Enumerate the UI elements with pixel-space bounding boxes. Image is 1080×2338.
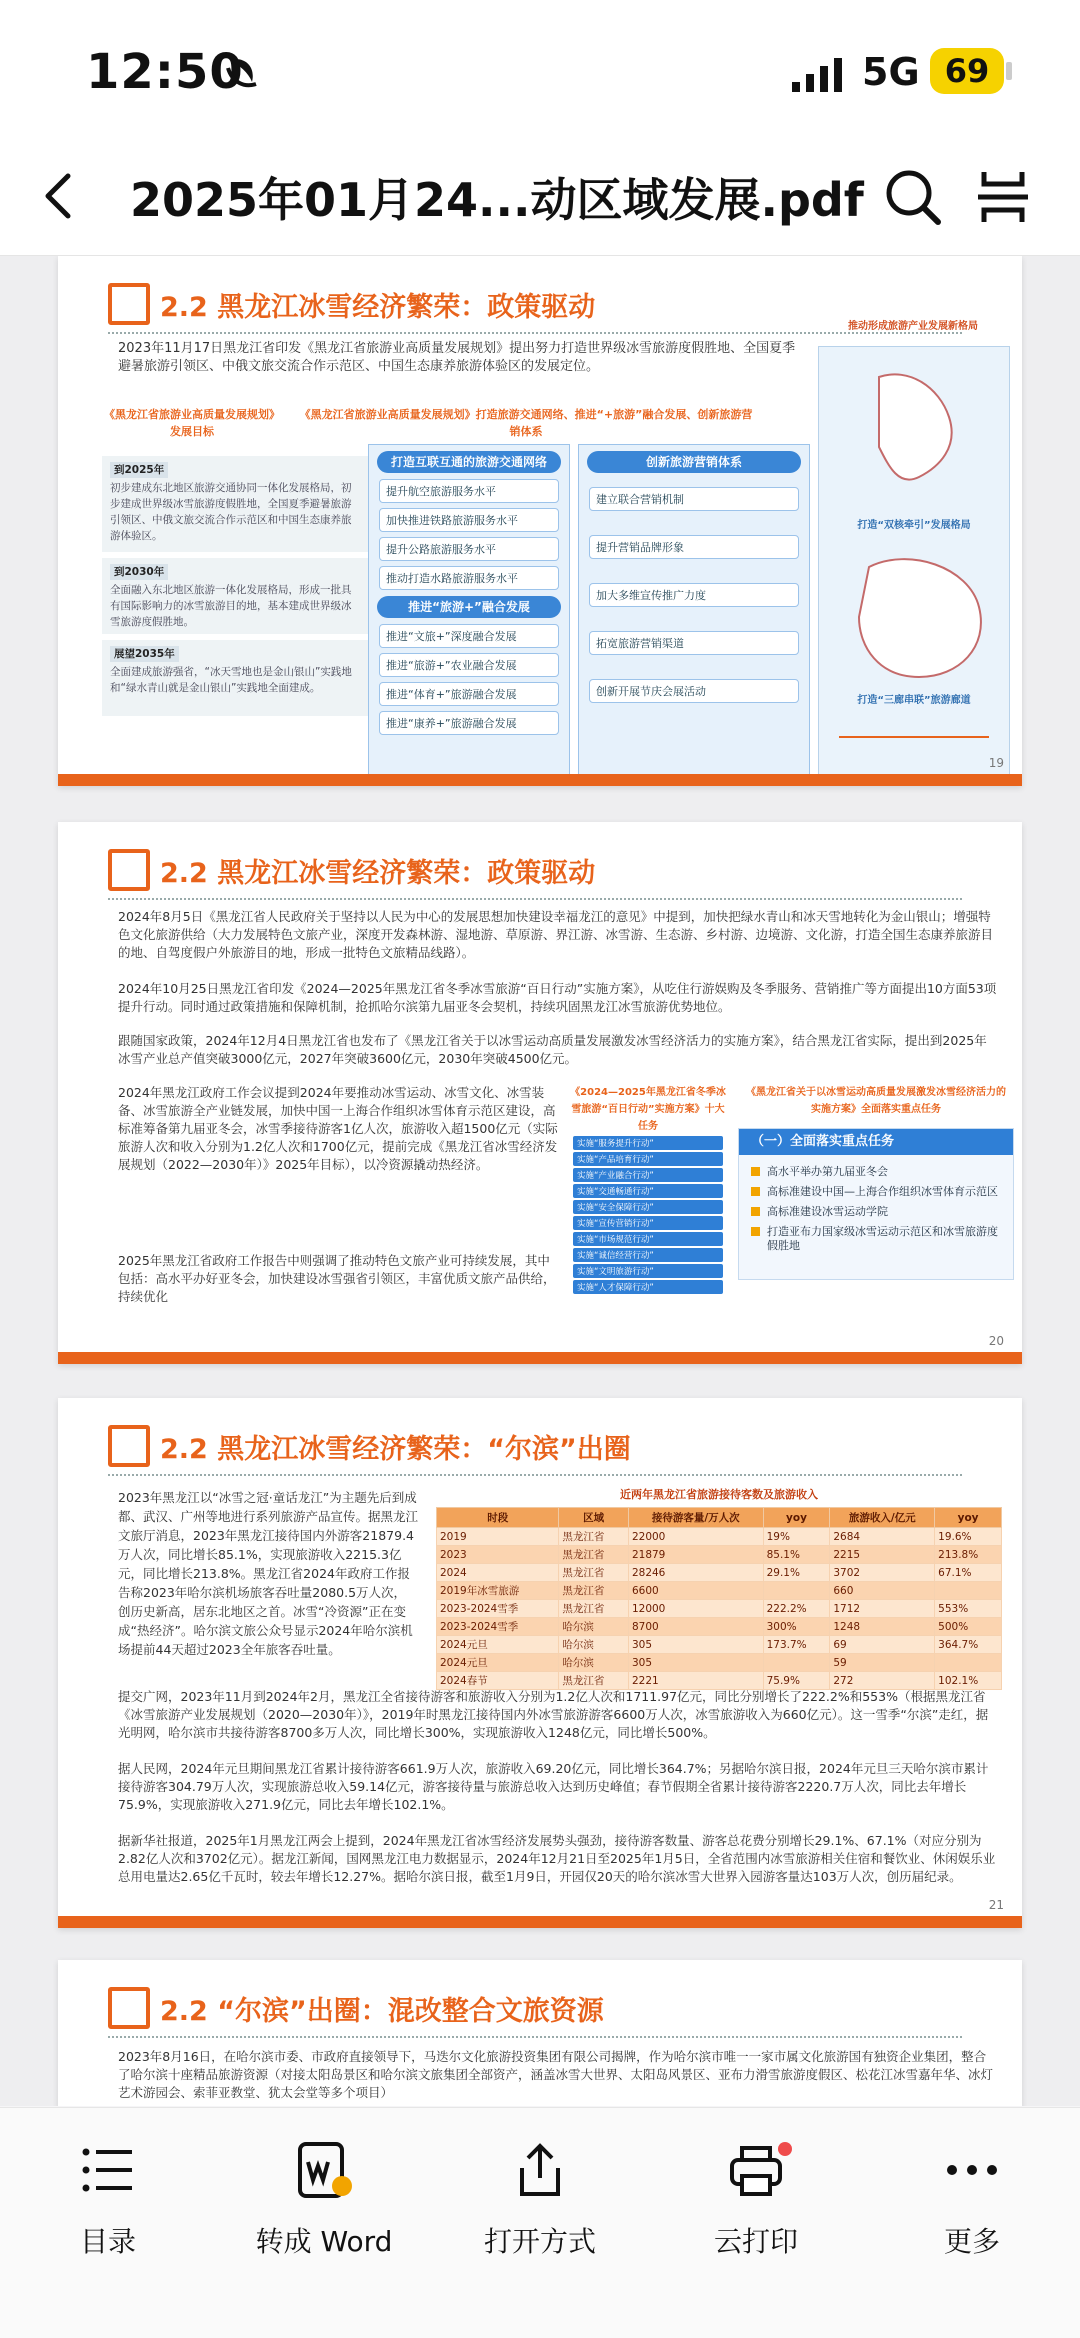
- table-row: 2024元旦 哈尔滨 305 59: [437, 1654, 1002, 1672]
- page-number: 20: [988, 1334, 1004, 1348]
- slide-title: 2.2 黑龙江冰雪经济繁荣：政策驱动: [160, 857, 596, 889]
- table-row: 2023-2024雪季 哈尔滨 8700 300% 1248 500%: [437, 1618, 1002, 1636]
- merger-para-1: 2023年8月16日，在哈尔滨市委、市政府直接领导下，马迭尔文化旅游投资集团有限公司揭牌，作为哈尔滨市唯一一家市属文化旅游国有独资企业集团，整合了哈尔滨十座精品旅游资源（对接太阳岛景区和哈尔滨文旅集团全部资产，涵盖冰雪大世界、太阳岛风景区、亚布力滑雪旅游度假区、松花江冰雪嘉年华、冰灯艺术游园会、索菲亚教堂、犹太会堂等多个项目）: [118, 2049, 994, 2100]
- slide-heading: [108, 1986, 604, 2030]
- divider: [108, 1474, 962, 1476]
- pdf-page-19: [58, 256, 1022, 786]
- back-arrow-icon[interactable]: [30, 166, 90, 226]
- battery-level: 69: [930, 48, 1004, 94]
- document-title: 2025年01月24...动区域发展.pdf: [130, 173, 864, 227]
- map-label-1: 打造“双核牵引”发展格局: [857, 520, 971, 531]
- policy-para-3: 跟随国家政策，2024年12月4日黑龙江省也发布了《黑龙江省关于以冰雪运动高质量发展激发冰雪经济活力的实施方案》，结合黑龙江省实际，提出到2025年冰雪产业总产值突破3000亿元，2027年突破3600亿元，2030年突破4500亿元。: [118, 1033, 987, 1066]
- policy-para-4: 2024年黑龙江政府工作会议提到2024年要推动冰雪运动、冰雪文化、冰雪装备、冰雪旅游全产业链发展，加快中国一上海合作组织冰雪体育示范区建设，高标准筹备第九届亚冬会，冰雪季接待游客1亿人次，旅游收入超1500亿元（实际旅游人次和收入分别为1.2亿人次和1700亿元，提前完成《黑龙江省冰雪经济发展规划（2022—2030年）》2025年目标），以冷资源撬动热经济。: [118, 1085, 558, 1172]
- document-header: [0, 140, 1080, 256]
- table-row: 2024元旦 哈尔滨 305 173.7% 69 364.7%: [437, 1636, 1002, 1654]
- battery-icon: [1006, 62, 1012, 80]
- mid-title: 《2024—2025年黑龙江省冬季冰雪旅游“百日行动”实施方案》十大任务: [570, 1087, 726, 1132]
- status-time: 12:50: [86, 44, 244, 100]
- collapse-icon[interactable]: [970, 164, 1036, 230]
- pencil-icon: [108, 1987, 150, 2029]
- page-number: 19: [988, 756, 1004, 770]
- erbin-para-1: 2023年黑龙江以“冰雪之冠·童话龙江”为主题先后到成都、武汉、广州等地进行系列旅游产品宣传。据黑龙江文旅厅消息，2023年黑龙江接待国内外游客21879.4万人次，同比增长85.1%，实现旅游收入2215.3亿元，同比增长213.8%。黑龙江省2024年政府工作报告称2023年哈尔滨机场旅客吞吐量2080.5万人次，创历史新高，居东北地区之首。冰雪“冷资源”正在变成“热经济”。哈尔滨文旅公众号显示2024年哈尔滨机场提前44天超过2023全年旅客吞吐量。: [118, 1490, 419, 1657]
- more-button[interactable]: 更多: [882, 2138, 1062, 2260]
- col2-title: 《黑龙江省旅游业高质量发展规划》打造旅游交通网络、推进“+旅游”融合发展、创新旅游营销体系: [299, 408, 753, 438]
- slide-heading: [108, 282, 595, 326]
- slide-heading: [108, 848, 595, 892]
- table-row: 2024 黑龙江省 28246 29.1% 3702 67.1%: [437, 1564, 1002, 1582]
- divider: [108, 2036, 962, 2038]
- table-row: 2023-2024雪季 黑龙江省 12000 222.2% 1712 553%: [437, 1600, 1002, 1618]
- slide-footer: [58, 774, 1022, 786]
- slide-title: 2.2 黑龙江冰雪经济繁荣：“尔滨”出圈: [160, 1433, 631, 1465]
- map-label-2: 打造“三廊串联”旅游廊道: [857, 695, 971, 706]
- list-icon: [76, 2138, 140, 2202]
- slide-title: 2.2 黑龙江冰雪经济繁荣：政策驱动: [160, 291, 596, 323]
- ten-tasks-list: 实施“服务提升行动” 实施“产品培育行动” 实施“产业融合行动” 实施“交通畅通行动” 实施“安全保障行动” 实施“宣传营销行动” 实施“市场规范行动” 实施“诚信经营行动” 实施“文明旅游行动” 实施“人才保障行动”: [573, 1134, 723, 1296]
- pdf-viewer[interactable]: [0, 256, 1080, 2106]
- pencil-icon: [108, 283, 150, 325]
- table-title: 近两年黑龙江省旅游接待客数及旅游收入: [620, 1488, 818, 1501]
- marketing-panel: 创新旅游营销体系 建立联合营销机制 提升营销品牌形象 加大多维宣传推广力度 拓宽旅游营销渠道 创新开展节庆会展活动: [578, 444, 810, 776]
- policy-para-2: 2024年10月25日黑龙江省印发《2024—2025年黑龙江省冬季冰雪旅游“百日行动”实施方案》，从吃住行游娱购及冬季服务、营销推广等方面提出10方面53项提升行动。同时通过政策措施和保障机制，抢抓哈尔滨第九届亚冬会契机，持续巩固黑龙江冰雪旅游优势地位。: [118, 981, 997, 1014]
- pencil-icon: [108, 849, 150, 891]
- pdf-page-22: [58, 1960, 1022, 2106]
- intro-text: 2023年11月17日黑龙江省印发《黑龙江省旅游业高质量发展规划》提出努力打造世界级冰雪旅游度假胜地、全国夏季避暑旅游引领区、中俄文旅交流合作示范区、中国生态康养旅游体验区的发展定位。: [118, 341, 796, 374]
- transport-panel: 打造互联互通的旅游交通网络 提升航空旅游服务水平 加快推进铁路旅游服务水平 提升公路旅游服务水平 推动打造水路旅游服务水平 推进“旅游+”融合发展 推进“文旅+”深度融合发展 推进“旅游+”农业融合发展 推进“体育+”旅游融合发展 推进“康养+”旅游融合发展: [368, 444, 570, 776]
- toc-button[interactable]: 目录: [18, 2138, 198, 2260]
- pencil-icon: [108, 1425, 150, 1467]
- slide-title: 2.2 “尔滨”出圈：混改整合文旅资源: [160, 1995, 604, 2027]
- notification-dot: [778, 2142, 792, 2156]
- right-title: 《黑龙江省关于以冰雪运动高质量发展激发冰雪经济活力的实施方案》全面落实重点任务: [746, 1087, 1006, 1115]
- goal-2025: 到2025年 初步建成东北地区旅游交通协同一体化发展格局，初步建成世界级冰雪旅游度假胜地，全国夏季避暑旅游引领区、中俄文旅交流合作示范区和中国生态康养旅游体验区。: [102, 456, 368, 552]
- cloud-print-button[interactable]: 云打印: [666, 2138, 846, 2260]
- word-icon: [292, 2138, 356, 2202]
- table-row: 2019 黑龙江省 22000 19% 2684 19.6%: [437, 1528, 1002, 1546]
- erbin-para-2: 提交广网，2023年11月到2024年2月，黑龙江全省接待游客和旅游收入分别为1.2亿人次和1711.97亿元，同比分别增长了222.2%和553%（根据黑龙江省《冰雪旅游产业发展规划（2020—2030年）》，2019年时黑龙江接待国内外冰雪旅游游客6600万人次，冰雪旅游收入为660亿元）。这一雪季“尔滨”走红，据光明网，哈尔滨市共接待游客8700多万人次，同比增长300%，实现旅游收入1248亿元，同比增长500%。: [118, 1689, 989, 1740]
- open-with-button[interactable]: 打开方式: [450, 2138, 630, 2260]
- convert-word-button[interactable]: 转成 Word: [234, 2138, 414, 2260]
- table-row: 2024春节 黑龙江省 2221 75.9% 272 102.1%: [437, 1672, 1002, 1690]
- erbin-para-4: 据新华社报道，2025年1月黑龙江两会上提到，2024年黑龙江省冰雪经济发展势头强劲，接待游客数量、游客总花费分别增长29.1%、67.1%（对应分别为2.82亿人次和3702亿元）。据龙江新闻，国网黑龙江电力数据显示，2024年12月21日至2025年1月5日，全省范围内冰雪旅游相关住宿和餐饮业、休闲娱乐业总用电量达2.65亿千瓦时，较去年增长12.27%。据哈尔滨日报，截至1月9日，开园仅20天的哈尔滨冰雪大世界入园游客量达103万人次，创历届纪录。: [118, 1833, 996, 1884]
- network-type: 5G: [862, 50, 920, 94]
- erbin-para-3: 据人民网，2024年元旦期间黑龙江省累计接待游客661.9万人次，旅游收入69.20亿元，同比增长364.7%；另据哈尔滨日报，2024年元旦三天哈尔滨市累计接待游客304.79万人次，实现旅游总收入59.14亿元，游客接待量与旅游总收入达到历史峰值；春节假期全省累计接待游客2220.7万人次，同比去年增长75.9%，实现旅游收入271.9亿元，同比去年增长102.1%。: [118, 1761, 989, 1812]
- slide-footer: [58, 1916, 1022, 1928]
- page-number: 21: [988, 1898, 1004, 1912]
- table-row: 2019年冰雪旅游 黑龙江省 6600 660: [437, 1582, 1002, 1600]
- policy-para-1: 2024年8月5日《黑龙江省人民政府关于坚持以人民为中心的发展思想加快建设幸福龙江的意见》中提到，加快把绿水青山和冰天雪地转化为金山银山；增强特色文化旅游供给（大力发展特色文旅产业，深度开发森林游、湿地游、草原游、界江游、冰雪游、生态游、乡村游、边境游、文化游，打造全国生态康养旅游目的地、自驾度假户外旅游目的地，形成一批特色文旅精品线路）。: [118, 909, 994, 960]
- goal-2035: 展望2035年 全面建成旅游强省，“冰天雪地也是金山银山”实践地和“绿水青山就是金山银山”实践地全面建成。: [102, 640, 368, 716]
- slide-footer: [58, 1352, 1022, 1364]
- slide-heading: [108, 1424, 631, 1468]
- table-row: 2023 黑龙江省 21879 85.1% 2215 213.8%: [437, 1546, 1002, 1564]
- policy-para-5: 2025年黑龙江省政府工作报告中则强调了推动特色文旅产业可持续发展，其中包括：高水平办好亚冬会，加快建设冰雪强省引领区，丰富优质文旅产品供给，持续优化: [118, 1253, 556, 1304]
- more-icon: [940, 2138, 1004, 2202]
- pdf-page-20: [58, 822, 1022, 1364]
- share-icon: [508, 2138, 572, 2202]
- divider: [108, 898, 962, 900]
- key-tasks-box: （一）全面落实重点任务 高水平举办第九届亚冬会 高标准建设中国—上海合作组织冰雪体育示范区 高标准建设冰雪运动学院 打造亚布力国家级冰雪运动示范区和冰雪旅游度假胜地: [738, 1128, 1014, 1280]
- goal-2030: 到2030年 全面融入东北地区旅游一体化发展格局，形成一批具有国际影响力的冰雪旅游目的地，基本建成世界级冰雪旅游度假胜地。: [102, 558, 368, 634]
- moon-icon: [222, 52, 262, 92]
- tourism-table: 近两年黑龙江省旅游接待客数及旅游收入 时段 区域 接待游客量/万人次 yoy 旅游收入/亿元 yoy 2019 黑龙江省 22000 19% 2684 19.6% 2023 黑龙江省 21879 85.1% 2215 213.8% 2024 黑龙江省 28246 29.1% 3702 67.1% 2019年冰雪旅游 黑龙江省 6600 660 2023-2024雪季 黑龙江省 12000 222.2% 1712 553% 2023-2024雪季 哈尔滨 8700 300% 1248 500% 2024元旦 哈尔滨 305 173.7% 69 364.7% 2024元旦 哈尔滨 305 59 2024春节 黑龙江省 2221 75.9% 272 102.1%: [436, 1486, 1002, 1690]
- col1-title: 《黑龙江省旅游业高质量发展规划》发展目标: [104, 408, 280, 438]
- province-map: [818, 346, 1010, 778]
- bottom-toolbar: [0, 2107, 1080, 2338]
- map-illustration: [819, 347, 1009, 777]
- search-icon[interactable]: [880, 164, 946, 230]
- signal-icon: [790, 58, 850, 94]
- pdf-page-21: [58, 1398, 1022, 1928]
- col3-title: 推动形成旅游产业发展新格局: [848, 321, 978, 332]
- status-bar: [0, 0, 1080, 140]
